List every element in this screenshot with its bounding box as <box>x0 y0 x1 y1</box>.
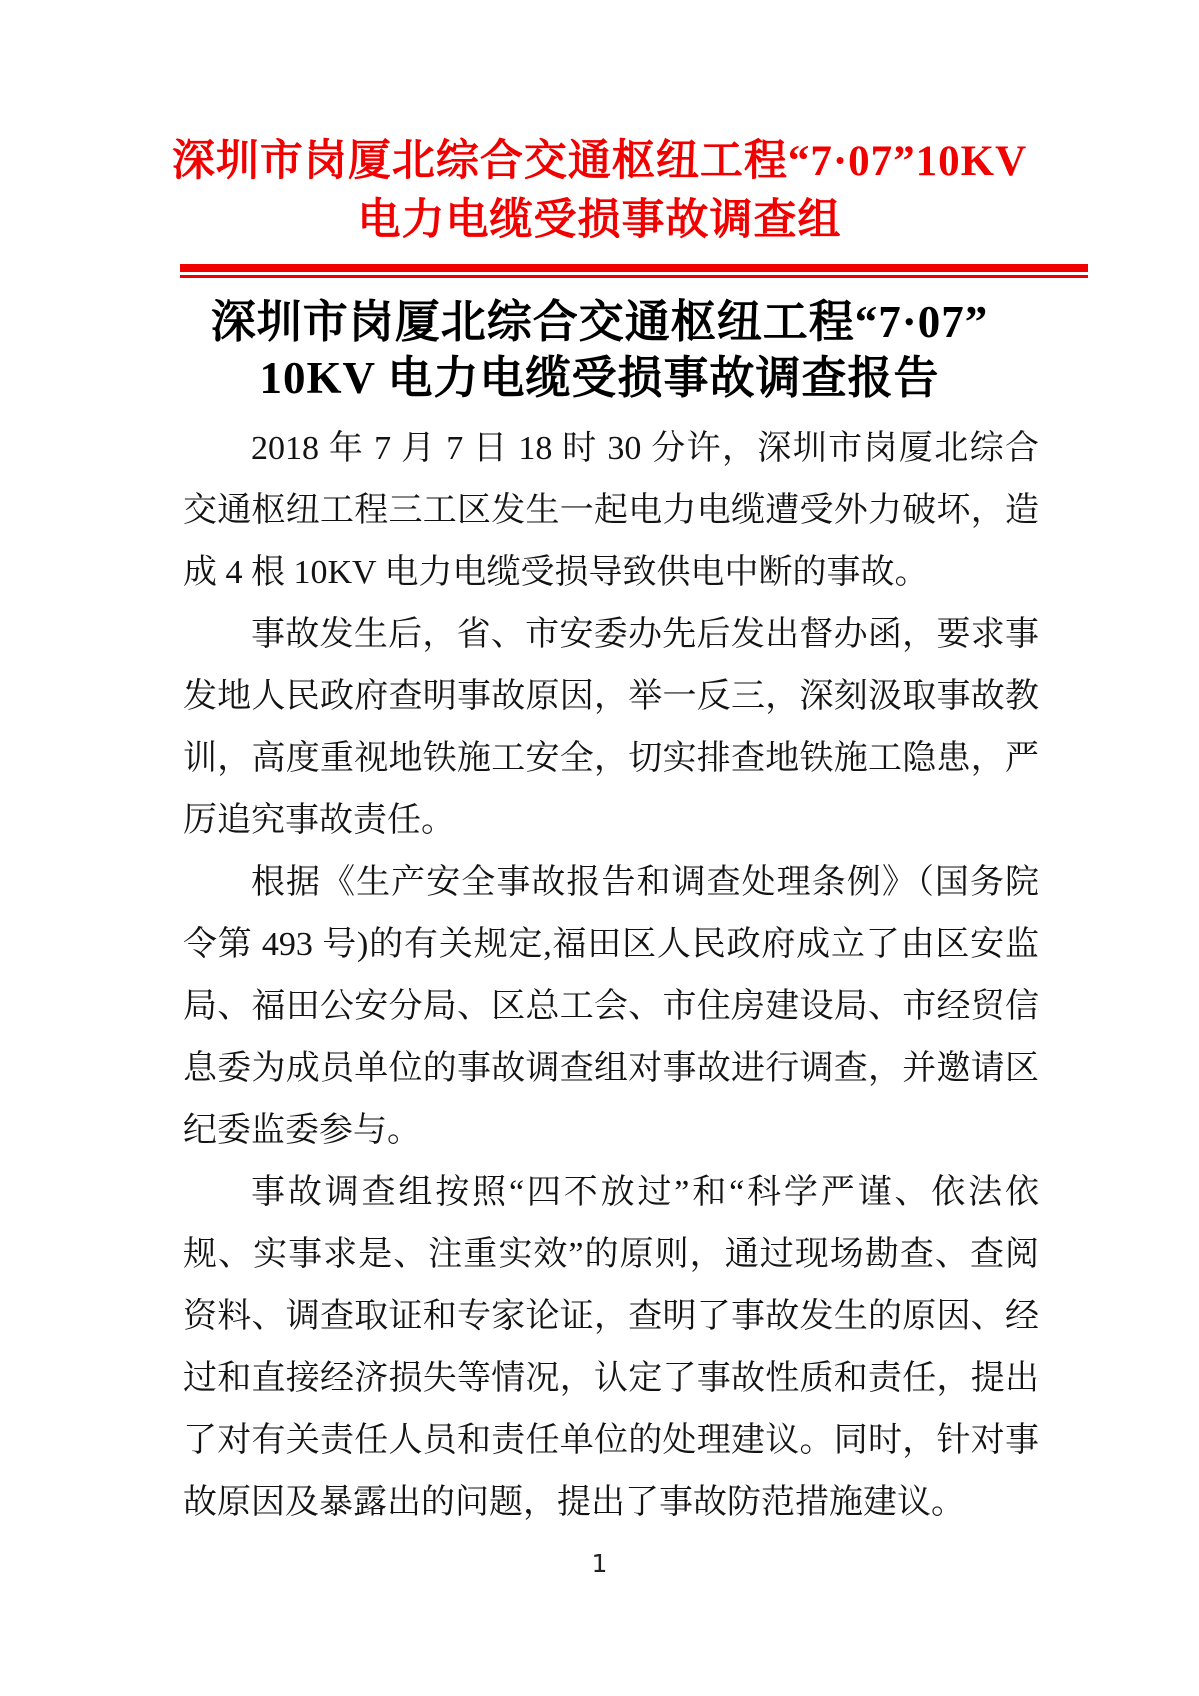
report-title-line1: 深圳市岗厦北综合交通枢纽工程“7·07” <box>210 297 989 347</box>
paragraph-investigation-team: 根据《生产安全事故报告和调查处理条例》（国务院令第 493 号)的有关规定,福田区人民政府成立了由区安监局、福田公安分局、区总工会、市住房建设局、市经贸信息委为成员单位的事故调查组对事故进行调查，并邀请区纪委监委参与。 <box>183 864 1039 1149</box>
report-body <box>183 418 1039 1534</box>
letterhead-title-line2: 电力电缆受损事故调查组 <box>357 197 842 244</box>
letterhead <box>0 0 1199 278</box>
report-title <box>0 294 1199 406</box>
report-title-line2: 10KV 电力电缆受损事故调查报告 <box>259 353 940 403</box>
paragraph-intro: 2018 年 7 月 7 日 18 时 30 分许，深圳市岗厦北综合交通枢纽工程三工区发生一起电力电缆遭受外力破坏，造成 4 根 10KV 电力电缆受损导致供电中断的事故。 <box>183 430 1039 591</box>
paragraph-supervision: 事故发生后，省、市安委办先后发出督办函，要求事发地人民政府查明事故原因，举一反三，深刻汲取事故教训，高度重视地铁施工安全，切实排查地铁施工隐患，严厉追究事故责任。 <box>183 616 1039 839</box>
letterhead-divider-rule <box>180 264 1088 278</box>
letterhead-title-line1: 深圳市岗厦北综合交通枢纽工程“7·07”10KV <box>171 138 1028 185</box>
page-number: 1 <box>591 1549 608 1578</box>
paragraph-principles: 事故调查组按照“四不放过”和“科学严谨、依法依规、实事求是、注重实效”的原则，通过现场勘查、查阅资料、调查取证和专家论证，查明了事故发生的原因、经过和直接经济损失等情况，认定了事故性质和责任，提出了对有关责任人员和责任单位的处理建议。同时，针对事故原因及暴露出的问题，提出了事故防范措施建议。 <box>183 1174 1039 1521</box>
